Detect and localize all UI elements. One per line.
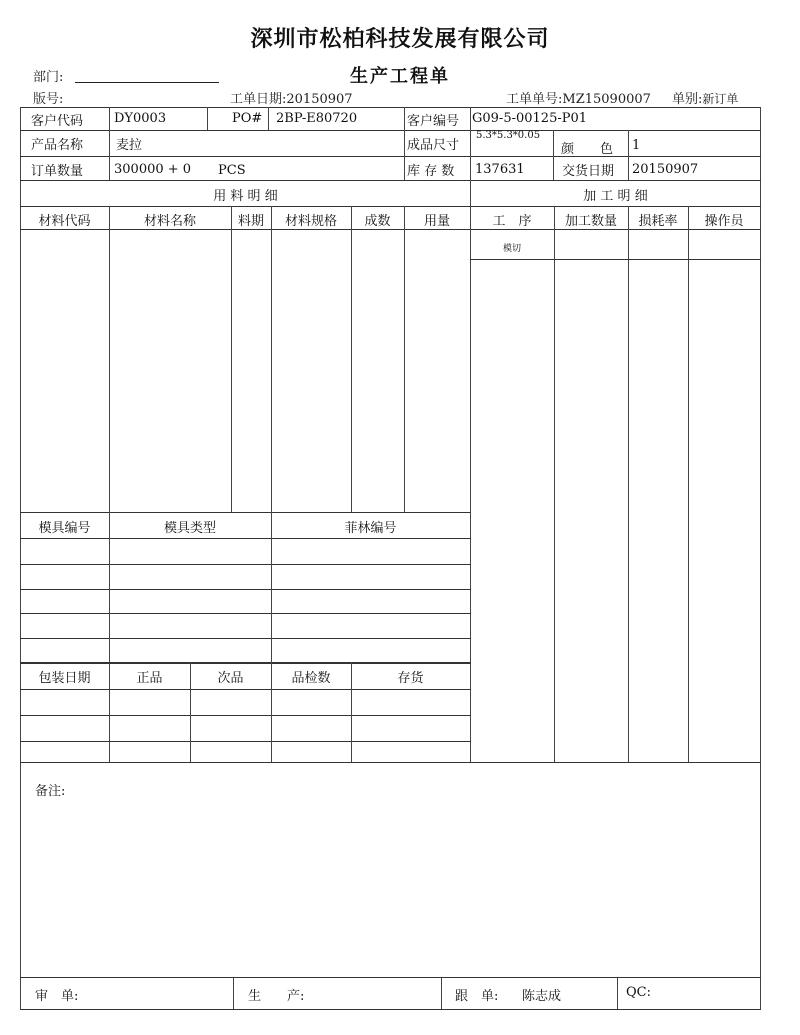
col-material-period: 料期 xyxy=(237,214,264,229)
remarks-label: 备注: xyxy=(35,784,66,799)
qty-label: 订单数量 xyxy=(31,164,84,179)
customer-code-label: 客户代码 xyxy=(31,114,84,129)
col-inventory: 存货 xyxy=(397,671,424,686)
production-label: 生 产: xyxy=(248,989,305,1004)
customer-no-label: 客户编号 xyxy=(407,114,460,129)
customer-no-value: G09-5-00125-P01 xyxy=(472,111,588,126)
qty-value: 300000 + 0 xyxy=(114,162,192,177)
follow-label: 跟 单: xyxy=(455,989,499,1004)
qc-label: QC: xyxy=(626,985,651,1000)
stock-label: 库 存 数 xyxy=(407,164,455,179)
work-no-value: MZ15090007 xyxy=(562,92,651,107)
col-operator: 操作员 xyxy=(704,214,744,229)
col-defective: 次品 xyxy=(217,671,244,686)
work-no-label: 工单单号: xyxy=(506,92,563,107)
size-label: 成品尺寸 xyxy=(407,138,460,153)
work-date-label: 工单日期: xyxy=(230,92,287,107)
col-yield: 成数 xyxy=(364,214,391,229)
materials-section-title: 用 料 明 细 xyxy=(213,189,278,204)
col-mold-type: 模具类型 xyxy=(163,521,216,536)
version-label: 版号: xyxy=(33,92,64,107)
po-value: 2BP-E80720 xyxy=(276,111,358,126)
qty-unit: PCS xyxy=(218,163,246,178)
po-label: PO# xyxy=(232,111,263,126)
product-name-label: 产品名称 xyxy=(31,138,84,153)
col-material-code: 材料代码 xyxy=(38,214,91,229)
col-material-spec: 材料规格 xyxy=(284,214,337,229)
customer-code-value: DY0003 xyxy=(114,111,167,126)
col-material-name: 材料名称 xyxy=(143,214,196,229)
order-type xyxy=(672,88,738,107)
col-usage: 用量 xyxy=(423,214,450,229)
col-mold-no: 模具编号 xyxy=(38,521,91,536)
col-loss-rate: 损耗率 xyxy=(638,214,678,229)
work-date xyxy=(230,88,353,107)
company-name: 深圳市松柏科技发展有限公司 xyxy=(250,26,550,52)
work-no xyxy=(506,88,651,107)
remarks-field[interactable] xyxy=(21,800,759,975)
col-good: 正品 xyxy=(136,671,163,686)
processing-section-title: 加 工 明 细 xyxy=(583,189,648,204)
stock-value: 137631 xyxy=(475,162,525,177)
form-title: 生产工程单 xyxy=(350,66,450,87)
col-film-no: 菲林编号 xyxy=(344,521,397,536)
col-process-qty: 加工数量 xyxy=(564,214,617,229)
col-pack-date: 包装日期 xyxy=(38,671,91,686)
process-row-1: 模切 xyxy=(502,244,521,254)
col-process: 工 序 xyxy=(492,214,532,229)
delivery-label: 交货日期 xyxy=(562,164,615,179)
color-label: 颜 色 xyxy=(561,142,614,157)
order-type-label: 单别: xyxy=(672,92,703,107)
review-label: 审 单: xyxy=(35,989,79,1004)
product-name-value: 麦拉 xyxy=(116,138,143,153)
work-date-value: 20150907 xyxy=(286,92,353,107)
follow-name: 陈志成 xyxy=(522,989,562,1004)
col-inspected: 品检数 xyxy=(291,671,331,686)
size-value: 5.3*5.3*0.05 xyxy=(476,130,541,141)
delivery-value: 20150907 xyxy=(632,162,699,177)
color-value: 1 xyxy=(632,138,641,153)
dept-label: 部门: xyxy=(33,70,64,85)
order-type-value: 新订单 xyxy=(702,92,739,106)
